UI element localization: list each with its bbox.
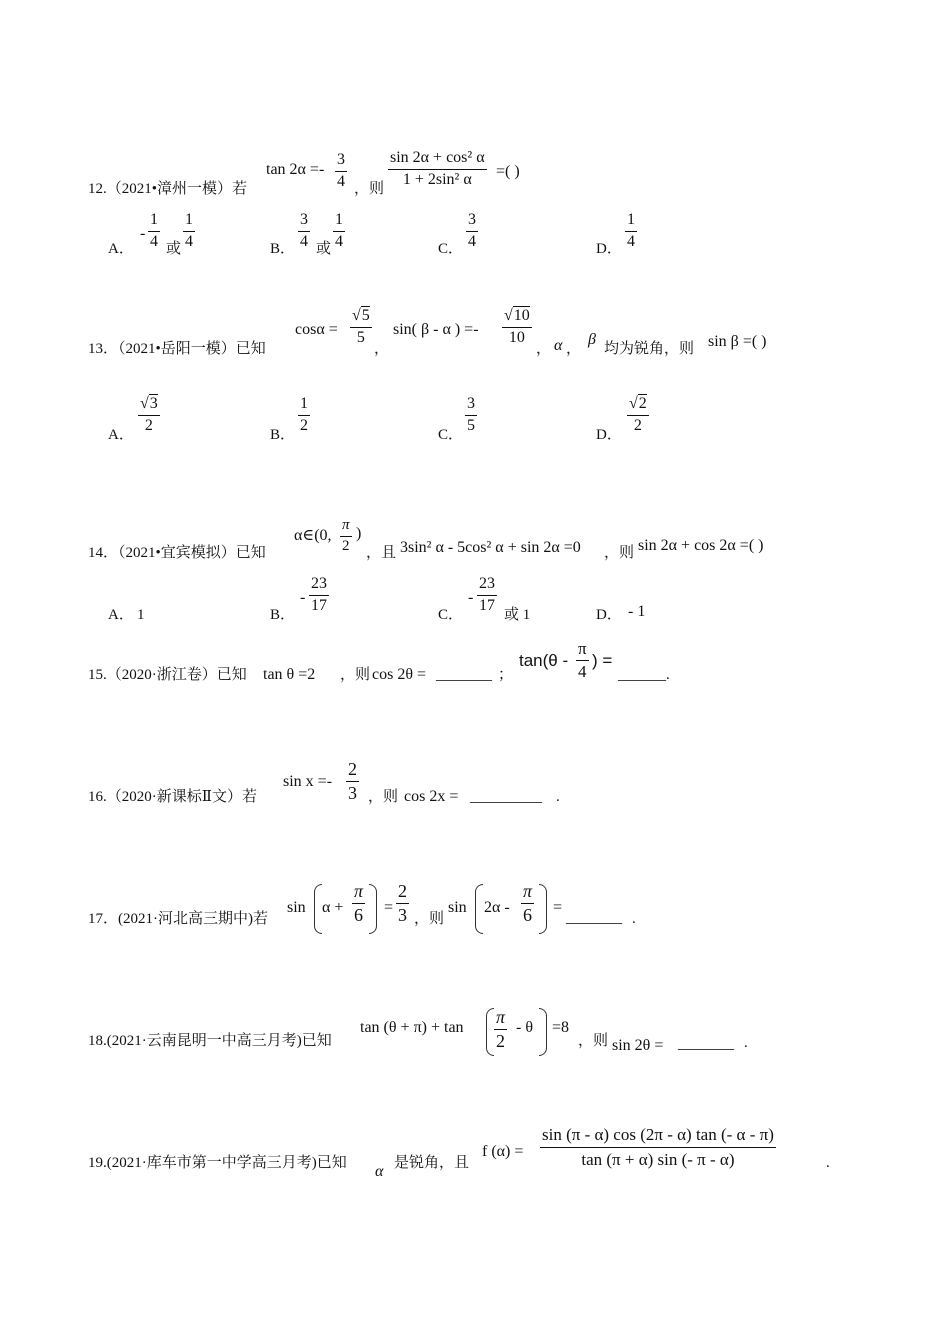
q18-inner-numerator: π [494,1008,507,1030]
denominator: 4 [627,232,635,250]
q14-then: ，则 [604,545,635,561]
q12-option-a-fraction-2 [183,212,195,251]
q18-inner-right: - θ [516,1019,533,1036]
q13-alpha: α [554,337,563,354]
denominator: 17 [479,596,495,614]
q17-inner-denominator: 6 [354,904,364,925]
denominator: 4 [335,232,343,250]
q14-option-b-label[interactable]: B． [270,607,296,623]
q18-inner-denominator: 2 [496,1030,506,1051]
q17-paren-right [369,884,377,934]
q17-paren-left [314,884,322,934]
numerator: √3 [138,396,160,416]
q19-fraction [540,1126,776,1169]
denominator: 4 [468,232,476,250]
q13-cond2-left: sin( β - α ) =- [393,321,479,338]
q14-cond2: 3sin² α - 5cos² α + sin 2α =0 [400,539,581,556]
q13-option-d-label[interactable]: D． [596,427,622,443]
q17-inner-left: α + [322,899,344,916]
q19-end: . [826,1155,830,1171]
q15-blank-2[interactable]: ______ [618,666,666,683]
q14-option-c-or: 或 1 [504,607,531,623]
q18-expr-left: tan (θ + π) + tan [360,1019,464,1036]
q17-then: ，则 [414,911,445,927]
q17-equals: = [384,899,394,916]
q16-condition-denominator: 3 [348,782,357,803]
denominator: 2 [633,416,642,434]
q13-label: 13．（2021•岳阳一模）已知 [88,341,266,357]
radicand: 5 [361,307,370,324]
q17-inner2-fraction [521,882,534,925]
question-12 [0,148,950,278]
q13-cond1-left: cosα = [295,321,338,338]
q12-option-b-or: 或 [316,241,332,257]
q13-text: 均为锐角，则 [604,341,695,357]
q15-blank-1[interactable]: _______ [436,666,492,683]
q15-ask-2-denominator: 4 [578,661,587,681]
q17-label: 17．(2021·河北高三期中)若 [88,911,268,927]
q13-cond1-denominator: 5 [356,328,365,346]
radicand: 2 [638,395,647,412]
q15-condition: tan θ =2 [263,666,316,683]
q19-f: f (α) = [482,1143,524,1160]
q13-cond2-fraction [502,308,532,347]
q15-ask-1: cos 2θ = [372,666,427,683]
question-19 [0,1124,950,1184]
q17-inner2-left: 2α - [484,899,510,916]
q17-inner-numerator: π [352,882,365,904]
numerator: 1 [298,396,310,416]
q12-option-c-fraction [466,212,478,251]
question-14 [0,516,950,626]
q12-expression-fraction [388,150,487,189]
q17-sin-2: sin [448,899,467,916]
q13-option-a-fraction [138,396,160,435]
q17-inner-fraction [352,882,365,925]
q15-ask-2-left: tan(θ - [519,651,569,670]
q17-sin: sin [287,899,306,916]
q14-option-c-label[interactable]: C． [438,607,464,623]
q12-condition-fraction [335,152,347,191]
q14-option-a-value: 1 [137,607,145,623]
q12-option-a-neg: - [140,225,146,242]
q14-ask: sin 2α + cos 2α =( ) [638,537,764,554]
q17-inner2-numerator: π [521,882,534,904]
q16-condition-left: sin x =- [283,773,333,790]
radicand: 3 [149,395,158,412]
q18-end: . [744,1035,748,1051]
q14-option-b-neg: - [300,589,306,606]
q17-end: . [632,911,636,927]
q12-expression-denominator: 1 + 2sin² α [402,170,472,188]
q12-option-d-label[interactable]: D． [596,241,622,257]
q18-paren-left [486,1008,494,1056]
q17-value-numerator: 2 [396,882,409,904]
numerator: 3 [466,212,478,232]
q13-option-a-label[interactable]: A． [108,427,134,443]
q14-option-c-neg: - [468,589,474,606]
q17-equals-2: = [553,899,563,916]
q19-numerator: sin (π - α) cos (2π - α) tan (- α - π) [540,1126,776,1148]
q14-option-d-value: - 1 [628,603,646,620]
q12-option-a-fraction-1 [148,212,160,251]
q15-then: ，则 [340,667,371,683]
q14-cond1-numerator: π [340,518,352,537]
q14-option-b-fraction [309,576,329,615]
question-13 [0,308,950,448]
denominator: 5 [467,416,475,434]
q13-option-c-fraction [465,396,477,435]
q15-end: . [666,667,670,683]
q13-option-d-fraction [627,396,649,435]
q16-then: ，则 [368,789,399,805]
q14-option-a-label[interactable]: A． [108,607,134,623]
q16-condition-numerator: 2 [346,760,359,782]
q19-denominator: tan (π + α) sin (- π - α) [581,1149,735,1169]
radicand: 10 [513,307,530,324]
q12-option-b-fraction-1 [298,212,310,251]
q16-blank[interactable]: _________ [470,788,542,805]
q17-paren-left-2 [475,884,483,934]
denominator: 2 [144,416,153,434]
q14-and: ，且 [366,545,397,561]
q12-then: ，则 [354,181,385,197]
q16-label: 16.（2020·新课标Ⅱ文）若 [88,789,257,805]
question-16 [0,760,950,820]
q18-equals: =8 [552,1019,570,1036]
numerator: 23 [477,576,497,596]
q12-option-a-label[interactable]: A． [108,241,134,257]
q12-option-a-or: 或 [166,241,182,257]
q18-paren-right [539,1008,547,1056]
q15-ask-2-fraction [576,640,589,681]
q15-ask-2-right: ) = [592,651,613,670]
q19-alpha: α [375,1163,384,1180]
q12-condition-left: tan 2α =- [266,161,325,178]
question-18 [0,1008,950,1068]
q14-label: 14．（2021•宜宾模拟）已知 [88,545,266,561]
q12-label: 12.（2021•漳州一模）若 [88,181,248,197]
q13-beta: β [588,331,596,348]
q19-text: 是锐角，且 [394,1155,470,1171]
q17-paren-right-2 [539,884,547,934]
q18-ask: sin 2θ = [612,1037,664,1054]
denominator: 17 [311,596,327,614]
q12-answer-paren: =( ) [496,163,520,180]
denominator: 4 [150,232,158,250]
q13-ask: sin β =( ) [708,333,767,350]
q18-blank[interactable]: _______ [678,1035,734,1052]
denominator: 4 [300,232,308,250]
q19-label: 19.(2021·库车市第一中学高三月考)已知 [88,1155,347,1171]
q15-semicolon: ； [498,667,514,683]
numerator: 1 [183,212,195,232]
q13-sep-2: ， [566,341,582,357]
q16-ask: cos 2x = [404,788,459,805]
q14-cond1-right: ) [356,525,362,542]
q15-label: 15.（2020·浙江卷）已知 [88,667,247,683]
q17-inner2-denominator: 6 [523,904,533,925]
q12-option-c-label[interactable]: C． [438,241,464,257]
q14-cond1-left: α∈(0, [294,527,332,544]
q18-label: 18.(2021·云南昆明一中高三月考)已知 [88,1033,332,1049]
q14-option-c-fraction [477,576,497,615]
q17-blank[interactable]: _______ [566,909,622,926]
q14-cond1-denominator: 2 [342,537,350,554]
q13-cond1-fraction [350,308,372,347]
q12-option-d-fraction [625,212,637,251]
question-15 [0,640,950,700]
q12-expression-numerator: sin 2α + cos² α [388,150,487,170]
q18-inner-fraction [494,1008,507,1051]
q13-sep-1: ， [536,341,552,357]
q12-condition-numerator: 3 [335,152,347,172]
numerator: 3 [465,396,477,416]
q17-value-denominator: 3 [398,904,407,925]
q13-option-c-label[interactable]: C． [438,427,464,443]
q17-value-fraction [396,882,409,925]
numerator: 3 [298,212,310,232]
q13-option-b-label[interactable]: B． [270,427,296,443]
q13-option-b-fraction [298,396,310,435]
q13-cond1-numerator: √5 [350,308,372,328]
q13-cond2-denominator: 10 [508,328,525,346]
numerator: 1 [625,212,637,232]
denominator: 2 [300,416,308,434]
numerator: 1 [148,212,160,232]
q12-option-b-label[interactable]: B． [270,241,296,257]
q12-option-b-fraction-2 [333,212,345,251]
denominator: 4 [185,232,193,250]
question-17 [0,880,950,940]
numerator: √2 [627,396,649,416]
numerator: 23 [309,576,329,596]
numerator: 1 [333,212,345,232]
q14-cond1-fraction [340,518,352,555]
q16-end: . [556,789,560,805]
q18-then: ，则 [578,1033,609,1049]
q14-option-d-label[interactable]: D． [596,607,622,623]
q13-cond2-numerator: √10 [502,308,532,328]
q15-ask-2-numerator: π [576,640,589,661]
q12-condition-denominator: 4 [337,172,345,190]
q16-condition-fraction [346,760,359,803]
q13-comma: ， [374,341,390,357]
